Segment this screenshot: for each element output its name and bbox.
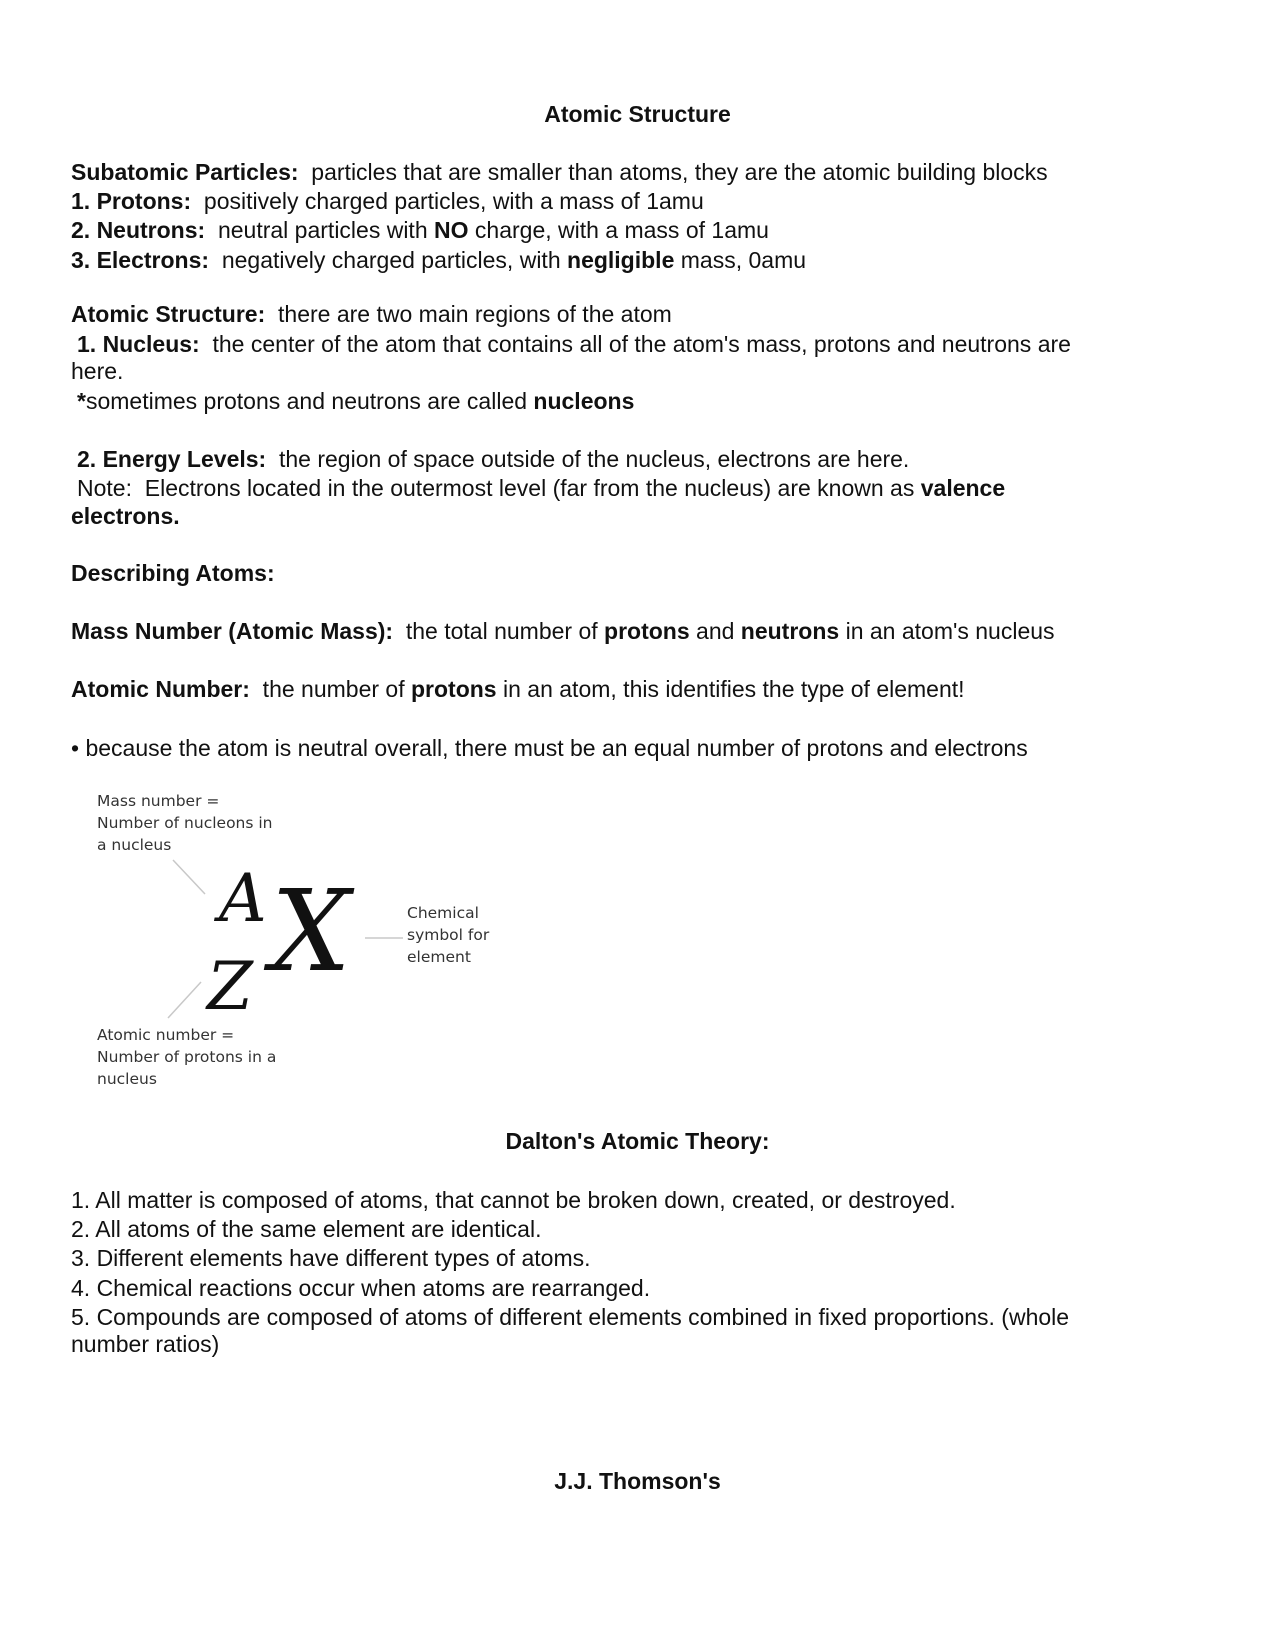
neutrons-definition (71, 216, 769, 244)
atomic-text-post: in an atom, this identifies the type of element! (496, 676, 965, 702)
nucleons-text: sometimes protons and neutrons are called (85, 388, 534, 414)
subatomic-definition (71, 158, 1048, 186)
page-title: Atomic Structure (544, 101, 731, 127)
electrons-text-post: mass, 0amu (674, 247, 807, 273)
atomic-number-caption-1: Atomic number = (97, 1026, 235, 1044)
energy-levels-definition (77, 445, 909, 473)
dalton-heading: Dalton's Atomic Theory: (505, 1128, 770, 1154)
atomic-number-caption-2: Number of protons in a (97, 1048, 277, 1066)
valence-note-text: Note: Electrons located in the outermost level (far from the nucleus) are known as (77, 475, 921, 501)
energy-text: the region of space outside of the nucleus, electrons are here. (266, 446, 910, 472)
mass-bold-neutrons: neutrons (740, 618, 840, 644)
nucleus-label: 1. Nucleus: (77, 331, 200, 357)
atomic-number-label: Atomic Number: (71, 676, 250, 702)
nucleons-note (77, 387, 634, 415)
thomson-heading: J.J. Thomson's (554, 1468, 721, 1494)
mass-number-caption-1: Mass number = (97, 792, 220, 810)
atomic-number-caption-3: nucleus (97, 1070, 157, 1088)
structure-text: there are two main regions of the atom (265, 301, 672, 327)
mass-number-definition (71, 617, 1055, 645)
dalton-item-5: 5. Compounds are composed of atoms of different elements combined in fixed proportions. (whole (71, 1304, 1070, 1330)
valence-bold: valence (920, 475, 1006, 501)
describing-heading (71, 559, 275, 587)
element-symbol: X (271, 867, 351, 997)
neutrons-text-pre: neutral particles with (205, 217, 435, 243)
nucleons-bold: nucleons (533, 388, 635, 414)
valence-note (77, 474, 1005, 502)
nucleus-text: the center of the atom that contains all of the atom's mass, protons and neutrons are (199, 331, 1071, 357)
mass-number-label: Mass Number (Atomic Mass): (71, 618, 394, 644)
electrons-label: 3. Electrons: (71, 247, 210, 273)
mass-number-caption-2: Number of nucleons in (97, 814, 273, 832)
nucleus-definition (77, 330, 1071, 358)
valence-electrons-bold: electrons. (71, 503, 180, 529)
describing-heading-text: Describing Atoms: (71, 560, 275, 586)
electrons-text-pre: negatively charged particles, with (209, 247, 568, 273)
chemical-symbol-caption-2: symbol for (407, 926, 490, 944)
structure-heading: Atomic Structure: (71, 301, 266, 327)
protons-text: positively charged particles, with a mass of 1amu (191, 188, 704, 214)
atomic-number-symbol: Z (207, 948, 253, 1025)
subatomic-heading: Subatomic Particles: (71, 159, 299, 185)
nuclide-notation-diagram (71, 790, 531, 1100)
electrons-definition (71, 246, 806, 274)
neutrons-text-bold: NO (434, 217, 469, 243)
atomic-bold-protons: protons (411, 676, 497, 702)
nucleons-star: * (77, 388, 86, 414)
dalton-item-1: 1. All matter is composed of atoms, that cannot be broken down, created, or destroyed. (71, 1187, 956, 1213)
atomic-number-definition (71, 675, 965, 703)
neutrons-label: 2. Neutrons: (71, 217, 206, 243)
dalton-item-2: 2. All atoms of the same element are identical. (71, 1216, 542, 1242)
structure-definition (71, 300, 672, 328)
dalton-item-4: 4. Chemical reactions occur when atoms are rearranged. (71, 1275, 651, 1301)
mass-number-caption-3: a nucleus (97, 836, 172, 854)
dalton-item-5-continued: number ratios) (71, 1331, 220, 1357)
neutrons-text-post: charge, with a mass of 1amu (468, 217, 769, 243)
mass-number-symbol: A (219, 860, 267, 937)
chemical-symbol-caption-1: Chemical (407, 904, 479, 922)
chemical-symbol-caption-3: element (407, 948, 471, 966)
mass-text-post: in an atom's nucleus (839, 618, 1055, 644)
protons-definition (71, 187, 704, 215)
atomic-number-pointer (168, 982, 201, 1018)
neutral-atom-bullet: • because the atom is neutral overall, there must be an equal number of protons and electrons (71, 735, 1028, 761)
valence-note-continued (71, 502, 180, 530)
energy-label: 2. Energy Levels: (77, 446, 267, 472)
mass-text-pre: the total number of (393, 618, 605, 644)
electrons-text-bold: negligible (567, 247, 675, 273)
mass-bold-protons: protons (604, 618, 690, 644)
mass-text-mid: and (689, 618, 741, 644)
protons-label: 1. Protons: (71, 188, 192, 214)
mass-number-pointer (173, 860, 205, 894)
nucleus-text-continued: here. (71, 358, 124, 384)
subatomic-text: particles that are smaller than atoms, they are the atomic building blocks (298, 159, 1048, 185)
dalton-item-3: 3. Different elements have different types of atoms. (71, 1245, 591, 1271)
atomic-text-pre: the number of (249, 676, 411, 702)
